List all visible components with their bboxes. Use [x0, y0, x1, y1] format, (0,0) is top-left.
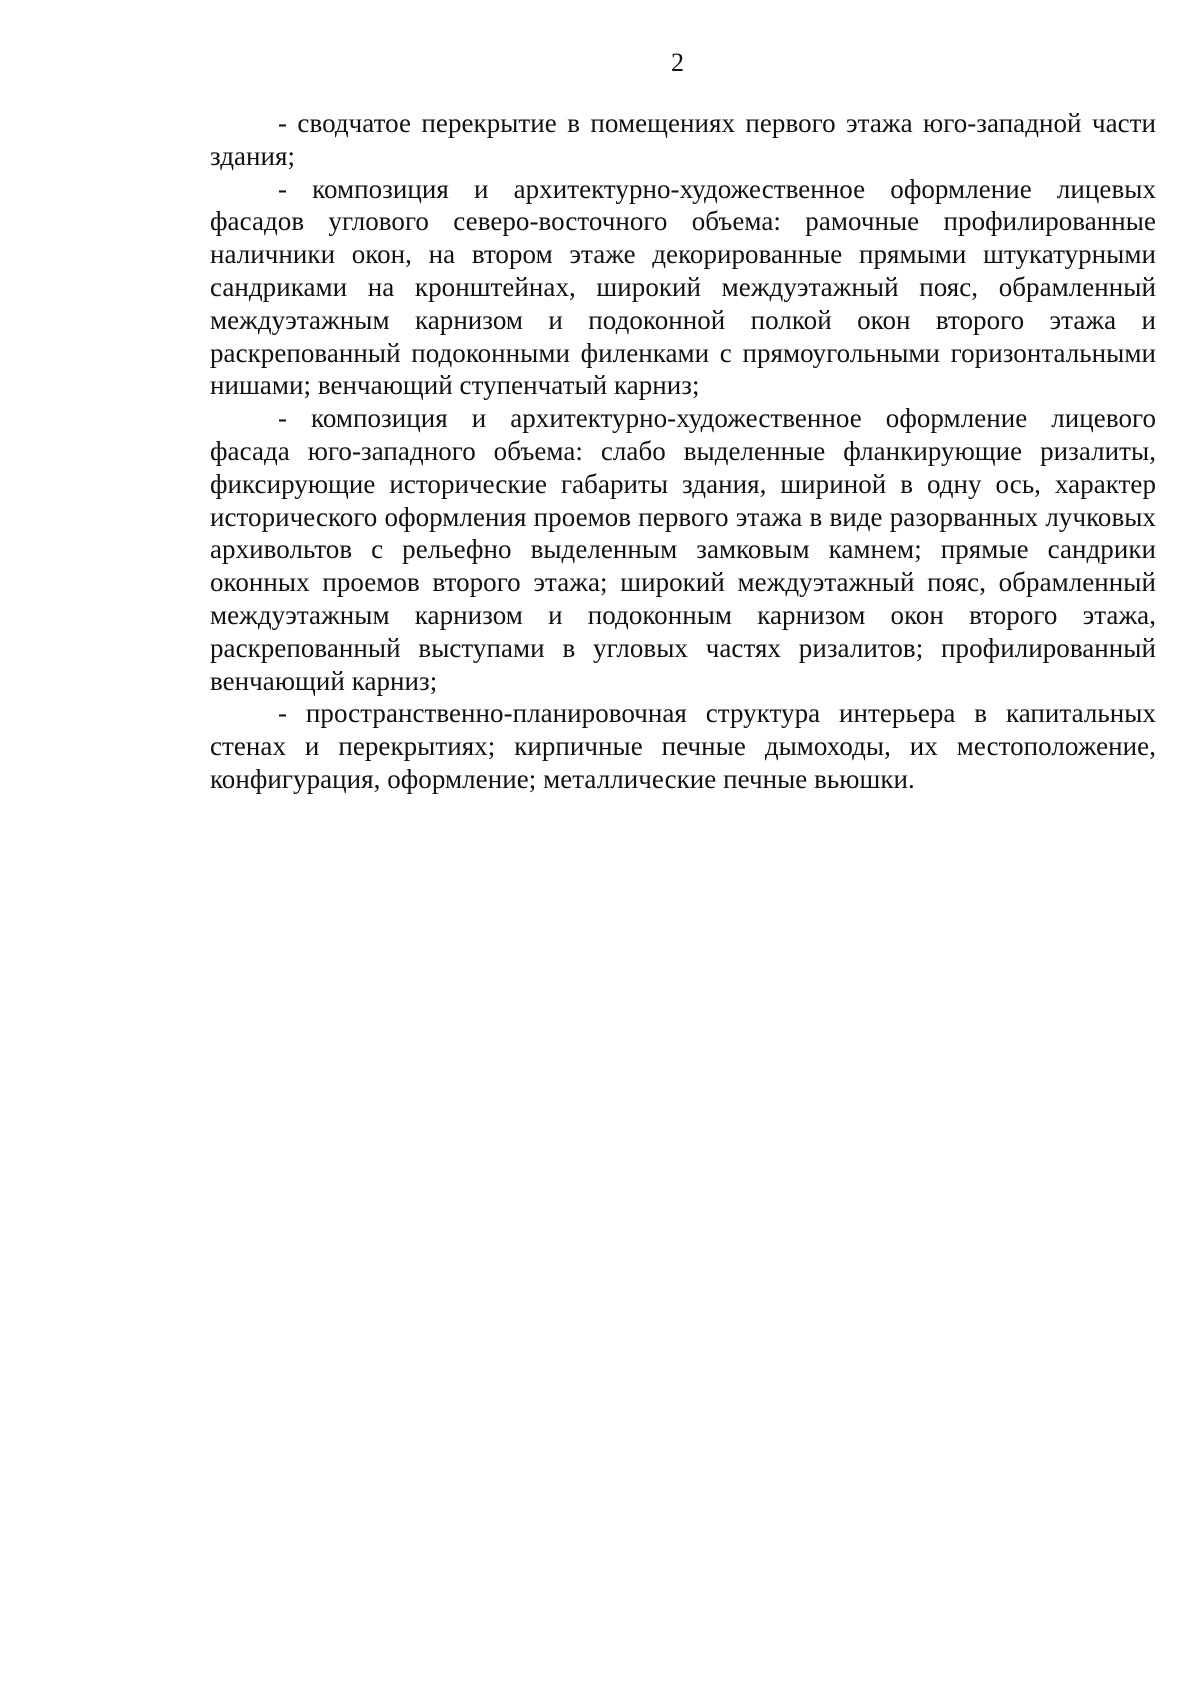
paragraph-northeast-facade: - композиция и архитектурно-художественное оформление лицевых фасадов углового северо-восточного объема: рамочные профилированные наличники окон, на втором этаже декорированные прямыми штукатурными сандриками на кронштейнах, широкий междуэтажный пояс, обрамленный междуэтажным карнизом и подоконной полкой окон второго этажа и раскрепованный подоконными филенками с прямоугольными горизонтальными нишами; венчающий ступенчатый карниз; [210, 173, 1156, 401]
page-number: 2 [671, 48, 684, 77]
document-body [210, 107, 1156, 796]
paragraph-interior-structure: - пространственно-планировочная структура интерьера в капитальных стенах и перекрытиях; кирпичные печные дымоходы, их местоположение, конфигурация, оформление; металлические печные вьюшки. [210, 698, 1156, 794]
paragraph-southwest-facade: - композиция и архитектурно-художественное оформление лицевого фасада юго-западного объема: слабо выделенные фланкирующие ризалиты, фиксирующие исторические габариты здания, шириной в одну ось, характер исторического оформления проемов первого этажа в виде разорванных лучковых архивольтов с рельефно выделенным замковым камнем; прямые сандрики оконных проемов второго этажа; широкий междуэтажный пояс, обрамленный междуэтажным карнизом и подоконным карнизом окон второго этажа, раскрепованный выступами в угловых частях ризалитов; профилированный венчающий карниз; [210, 403, 1156, 696]
paragraph-vaulted-ceiling: - сводчатое перекрытие в помещениях первого этажа юго-западной части здания; [210, 108, 1156, 171]
